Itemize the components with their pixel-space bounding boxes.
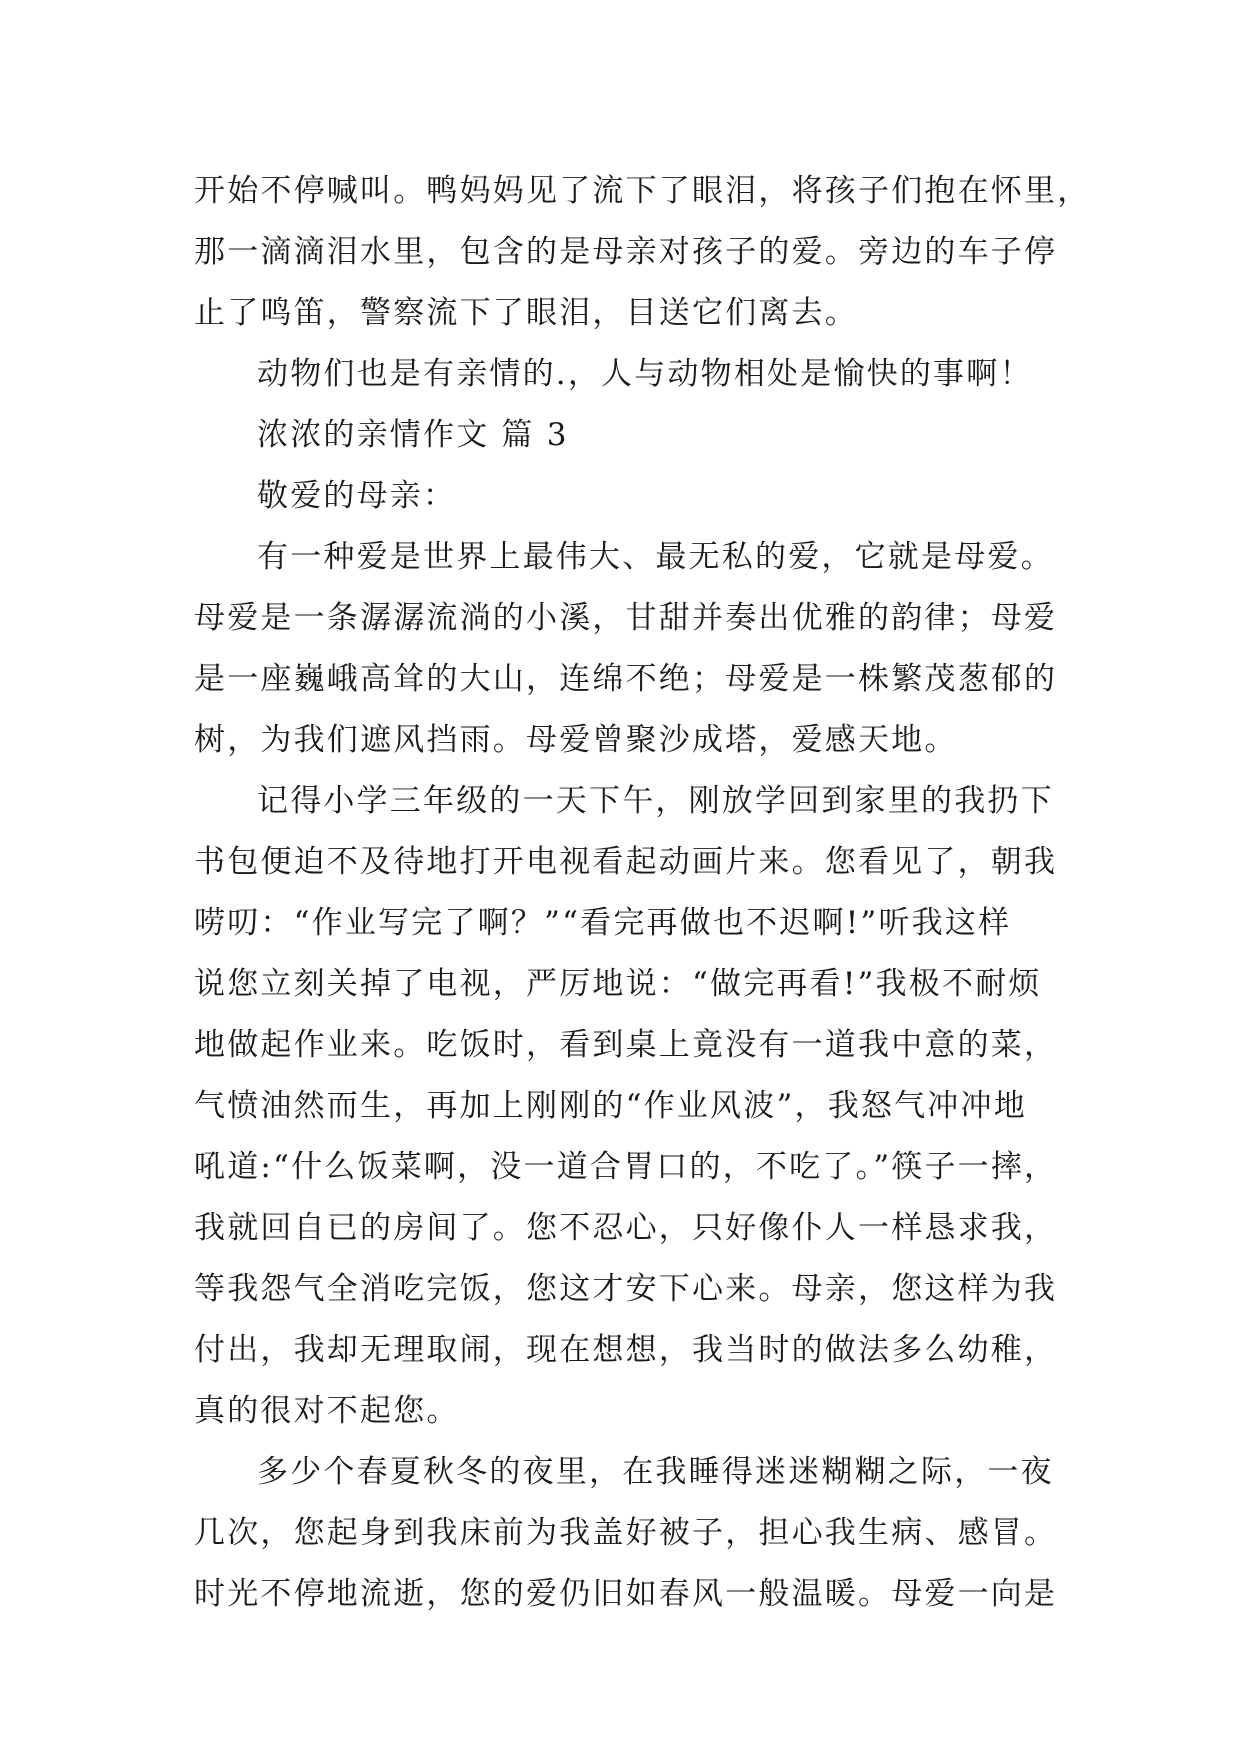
text-line: 唠叨：“作业写完了啊？”“看完再做也不迟啊!”听我这样 <box>194 905 1012 941</box>
essay-title: 浓浓的亲情作文 篇 3 <box>257 417 569 453</box>
text-line: 是一座巍峨高耸的大山，连绵不绝；母爱是一株繁茂葱郁的 <box>194 661 1058 697</box>
paragraph-start: 有一种爱是世界上最伟大、最无私的爱，它就是母爱。 <box>257 539 1054 575</box>
text-line: 等我怨气全消吃完饭，您这才安下心来。母亲，您这样为我 <box>194 1271 1058 1307</box>
text-line: 几次，您起身到我床前为我盖好被子，担心我生病、感冒。 <box>194 1515 1058 1551</box>
text-line: 吼道:“什么饭菜啊，没一道合胃口的，不吃了。”筷子一摔， <box>194 1149 1058 1185</box>
text-line: 气愤油然而生，再加上刚刚的“作业风波”，我怒气冲冲地 <box>194 1088 1027 1124</box>
text-line: 说您立刻关掉了电视，严厉地说：“做完再看!”我极不耐烦 <box>194 966 1042 1002</box>
text-line: 付出，我却无理取闹，现在想想，我当时的做法多么幼稚， <box>194 1332 1058 1368</box>
text-line: 母爱是一条潺潺流淌的小溪，甘甜并奏出优雅的韵律；母爱 <box>194 600 1058 636</box>
paragraph-start: 多少个春夏秋冬的夜里，在我睡得迷迷糊糊之际，一夜 <box>257 1454 1054 1490</box>
paragraph-start: 记得小学三年级的一天下午，刚放学回到家里的我扔下 <box>257 783 1054 819</box>
text-line: 时光不停地流逝，您的爱仍旧如春风一般温暖。母爱一向是 <box>194 1576 1058 1612</box>
essay-body <box>194 161 1091 1625</box>
paragraph-start: 动物们也是有亲情的.，人与动物相处是愉快的事啊！ <box>257 356 1033 392</box>
salutation: 敬爱的母亲： <box>257 478 457 514</box>
text-line: 树，为我们遮风挡雨。母爱曾聚沙成塔，爱感天地。 <box>194 722 958 758</box>
text-line: 止了鸣笛，警察流下了眼泪，目送它们离去。 <box>194 295 858 331</box>
text-line: 开始不停喊叫。鸭妈妈见了流下了眼泪，将孩子们抱在怀里， <box>194 173 1091 209</box>
text-line: 我就回自已的房间了。您不忍心，只好像仆人一样恳求我， <box>194 1210 1058 1246</box>
text-line: 书包便迫不及待地打开电视看起动画片来。您看见了，朝我 <box>194 844 1058 880</box>
text-line: 那一滴滴泪水里，包含的是母亲对孩子的爱。旁边的车子停 <box>194 234 1058 270</box>
text-line: 地做起作业来。吃饭时，看到桌上竟没有一道我中意的菜， <box>194 1027 1058 1063</box>
text-line: 真的很对不起您。 <box>194 1393 460 1429</box>
